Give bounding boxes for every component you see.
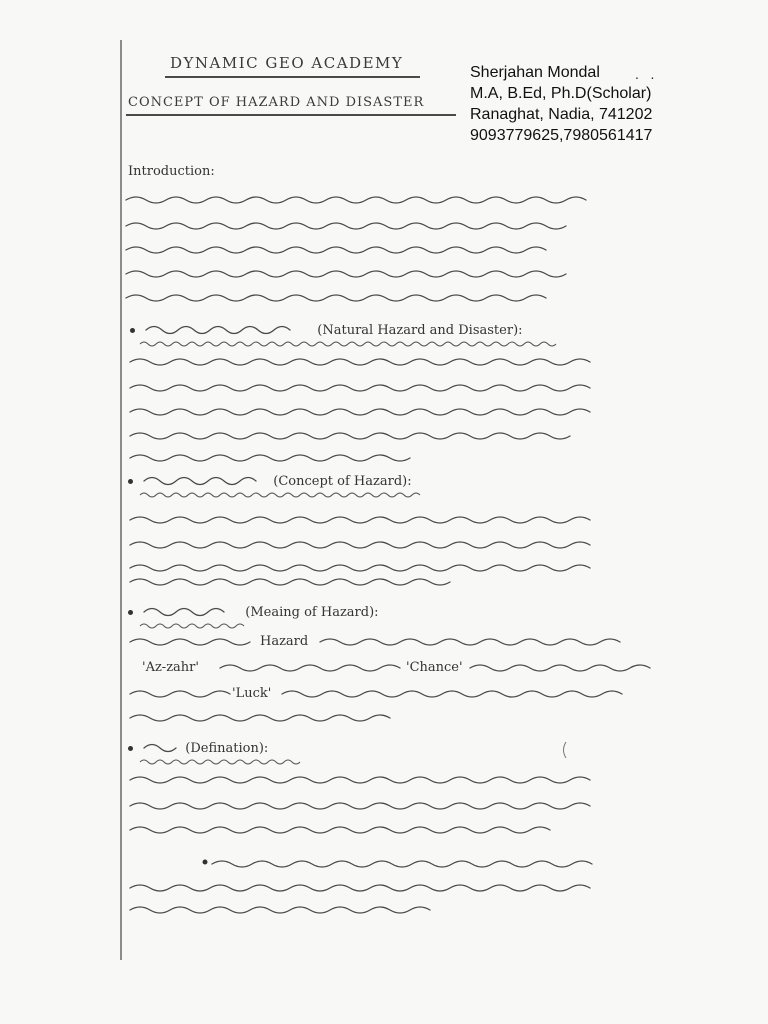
definition-label: (Defination): xyxy=(185,741,269,756)
author-phone: 9093779625,7980561417 xyxy=(470,127,653,144)
author-address: Ranaghat, Nadia, 741202 xyxy=(470,106,653,123)
academy-title: DYNAMIC GEO ACADEMY xyxy=(170,54,404,72)
concept-title: CONCEPT OF HAZARD AND DISASTER xyxy=(128,95,425,110)
concept-label: (Concept of Hazard): xyxy=(273,474,412,489)
author-qualification: M.A, B.Ed, Ph.D(Scholar) xyxy=(470,85,652,102)
natural-label: (Natural Hazard and Disaster): xyxy=(317,323,523,338)
stamp-dots: . . xyxy=(635,66,655,82)
term-luck: 'Luck' xyxy=(232,686,272,701)
term-az-zahr: 'Az-zahr' xyxy=(142,660,199,675)
term-hazard: Hazard xyxy=(260,634,309,649)
meaning-label: (Meaing of Hazard): xyxy=(245,605,379,620)
introduction-label: Introduction: xyxy=(128,164,215,179)
author-name: Sherjahan Mondal xyxy=(470,64,600,81)
term-chance: 'Chance' xyxy=(406,660,463,675)
